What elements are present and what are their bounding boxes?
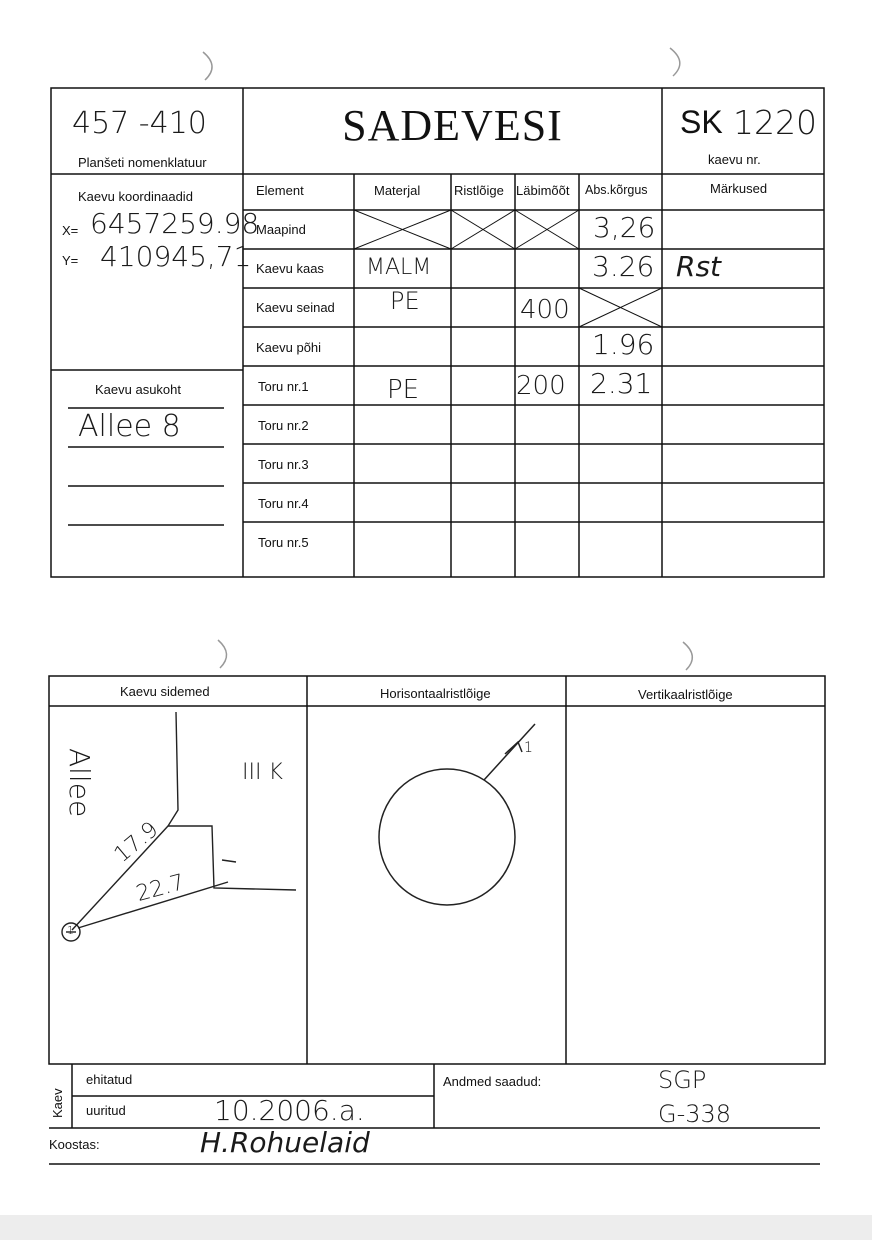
ehitatud-label: ehitatud	[86, 1072, 133, 1087]
pipe-label: 1	[524, 740, 533, 756]
sk-number: 1220	[733, 103, 817, 142]
kaevu-sidemed-label: Kaevu sidemed	[120, 684, 210, 699]
cell-materjal-toru1: PE	[387, 375, 420, 405]
nomenclature-label: Planšeti nomenklatuur	[78, 155, 207, 170]
header-element: Element	[256, 183, 304, 198]
andmed-value-1: SGP	[658, 1066, 707, 1094]
x-coordinate: 6457259.98	[90, 207, 260, 240]
andmed-value-2: G-338	[658, 1100, 732, 1128]
sk-label: kaevu nr.	[708, 152, 761, 167]
sk-prefix: SK	[680, 104, 723, 140]
row-label: Kaevu seinad	[256, 300, 335, 315]
cell-labimoot-toru1: 200	[516, 371, 566, 401]
distance-label-2: 22.7	[133, 870, 188, 907]
location-label: Kaevu asukoht	[95, 382, 182, 397]
cell-abs-pohi: 1.96	[592, 328, 655, 361]
andmed-saadud-label: Andmed saadud:	[443, 1074, 542, 1089]
kaev-label: Kaev	[50, 1088, 65, 1118]
row-label: Kaevu põhi	[256, 340, 322, 355]
header-ristloige: Ristlõige	[454, 183, 504, 198]
uuritud-value: 10.2006.a.	[214, 1094, 365, 1127]
punch-hole-mark	[670, 48, 680, 76]
row-label: Toru nr.4	[258, 496, 309, 511]
cell-labimoot-seinad: 400	[520, 295, 570, 325]
vertikaalristloige-label: Vertikaalristlõige	[638, 687, 733, 702]
y-coordinate: 410945,71	[100, 240, 252, 273]
punch-hole-mark	[203, 52, 212, 80]
uuritud-label: uuritud	[86, 1103, 126, 1118]
koostas-label: Koostas:	[49, 1137, 100, 1152]
well-marker-label: 1	[67, 924, 74, 937]
row-label: Toru nr.1	[258, 379, 309, 394]
location-value: Allee 8	[78, 409, 181, 444]
cell-abs-maapind: 3,26	[593, 211, 656, 244]
x-label: X=	[62, 223, 79, 238]
street-label: Allee	[63, 748, 96, 818]
row-label: Maapind	[256, 222, 306, 237]
lower-form-border	[49, 676, 825, 1064]
row-label: Kaevu kaas	[256, 261, 324, 276]
scan-edge	[0, 1215, 872, 1240]
cell-materjal-seinad: PE	[390, 287, 420, 315]
location-sketch	[62, 712, 296, 941]
distance-label-1: 17.9	[109, 817, 164, 868]
cell-abs-toru1: 2.31	[590, 367, 653, 400]
horizontal-section	[379, 724, 535, 905]
horisontaalristloige-label: Horisontaalristlõige	[380, 686, 491, 701]
cell-abs-kaas: 3.26	[592, 250, 655, 283]
row-label: Toru nr.5	[258, 535, 309, 550]
koostas-signature: H.Rohuelaid	[200, 1126, 370, 1159]
row-label: Toru nr.3	[258, 457, 309, 472]
header-labimoot: Läbimõõt	[516, 183, 570, 198]
nomenclature-value: 457 -410	[72, 106, 207, 141]
punch-hole-mark	[218, 640, 227, 668]
header-markused: Märkused	[710, 181, 768, 196]
header-abs-korgus: Abs.kõrgus	[585, 183, 648, 197]
well-circle	[379, 769, 515, 905]
coordinates-label: Kaevu koordinaadid	[78, 189, 193, 204]
building-label: III K	[242, 760, 283, 785]
y-label: Y=	[62, 253, 79, 268]
header-materjal: Materjal	[374, 183, 421, 198]
cell-markused-kaas: Rst	[676, 250, 722, 283]
cell-materjal-kaas: MALM	[366, 255, 432, 280]
punch-hole-mark	[683, 642, 692, 670]
row-label: Toru nr.2	[258, 418, 309, 433]
page-title: SADEVESI	[342, 101, 563, 150]
